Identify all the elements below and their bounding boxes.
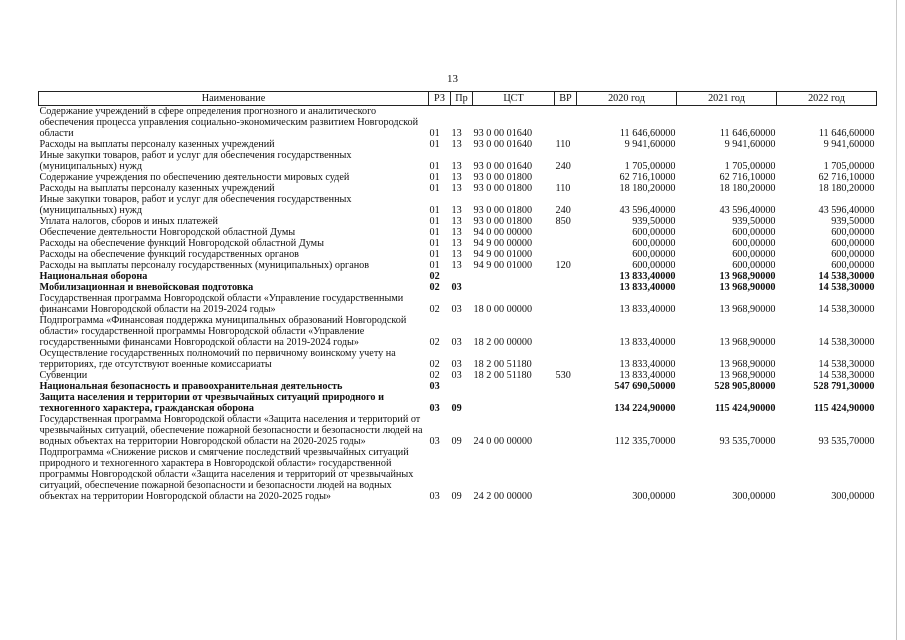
cell-pr: 09 xyxy=(451,403,462,414)
cell-y2020: 134 224,90000 xyxy=(614,403,676,414)
cell-y2020: 600,00000 xyxy=(632,238,676,249)
header-vr: ВР xyxy=(555,92,577,106)
cell-cst: 93 0 00 01640 xyxy=(473,139,533,150)
cell-rz: 01 xyxy=(429,238,440,249)
cell-y2022: 14 538,30000 xyxy=(818,282,875,293)
cell-rz: 02 xyxy=(429,337,440,348)
cell-y2022: 14 538,30000 xyxy=(818,370,875,381)
table-row xyxy=(39,194,877,216)
table-row xyxy=(39,293,877,315)
cell-name: Субвенции xyxy=(39,370,88,381)
cell-y2021: 43 596,40000 xyxy=(719,205,776,216)
cell-pr: 13 xyxy=(451,249,462,260)
cell-cst: 93 0 00 01800 xyxy=(473,183,533,194)
table-row xyxy=(39,315,877,348)
cell-cst: 94 9 00 01000 xyxy=(473,249,533,260)
cell-y2021: 93 535,70000 xyxy=(719,436,776,447)
cell-y2021: 13 968,90000 xyxy=(719,359,776,370)
cell-y2021: 600,00000 xyxy=(732,260,776,271)
cell-y2022: 14 538,30000 xyxy=(818,337,875,348)
cell-pr: 09 xyxy=(451,491,462,502)
cell-y2021: 62 716,10000 xyxy=(719,172,776,183)
cell-y2022: 600,00000 xyxy=(831,227,875,238)
cell-y2021: 300,00000 xyxy=(732,491,776,502)
cell-y2021: 600,00000 xyxy=(732,249,776,260)
cell-pr: 13 xyxy=(451,172,462,183)
cell-name: Иные закупки товаров, работ и услуг для обеспечения государственных (муниципальных) нужд xyxy=(39,194,352,216)
cell-cst: 93 0 00 01640 xyxy=(473,128,533,139)
cell-y2021: 9 941,60000 xyxy=(724,139,776,150)
cell-pr: 13 xyxy=(451,139,462,150)
cell-cst xyxy=(473,381,555,392)
cell-y2020: 13 833,40000 xyxy=(619,282,676,293)
cell-rz: 02 xyxy=(429,271,440,282)
cell-vr: 850 xyxy=(555,216,571,227)
table-row xyxy=(39,282,877,293)
budget-table xyxy=(38,91,877,502)
cell-y2022: 11 646,60000 xyxy=(818,128,875,139)
cell-name: Обеспечение деятельности Новгородской областной Думы xyxy=(39,227,296,238)
cell-y2021: 13 968,90000 xyxy=(719,370,776,381)
header-2021: 2021 год xyxy=(677,92,777,106)
cell-y2020: 62 716,10000 xyxy=(619,172,676,183)
cell-vr xyxy=(555,106,577,140)
cell-pr: 13 xyxy=(451,260,462,271)
cell-rz: 01 xyxy=(429,249,440,260)
cell-pr xyxy=(451,271,473,282)
cell-vr: 530 xyxy=(555,370,571,381)
cell-y2022: 528 791,30000 xyxy=(813,381,875,392)
cell-y2020: 11 646,60000 xyxy=(619,128,676,139)
cell-vr xyxy=(555,249,577,260)
table-row xyxy=(39,370,877,381)
cell-y2020: 939,50000 xyxy=(632,216,676,227)
cell-cst xyxy=(473,271,555,282)
cell-name: Расходы на обеспечение функций государственных органов xyxy=(39,249,299,260)
cell-y2021: 115 424,90000 xyxy=(714,403,776,414)
cell-y2022: 939,50000 xyxy=(831,216,875,227)
cell-name: Осуществление государственных полномочий по первичному воинскому учету на территориях, где отсутствуют военные комиссариаты xyxy=(39,348,396,370)
cell-vr xyxy=(555,392,577,414)
cell-name: Национальная оборона xyxy=(39,271,148,282)
header-rz: РЗ xyxy=(429,92,451,106)
cell-name: Национальная безопасность и правоохранительная деятельность xyxy=(39,381,343,392)
cell-name: Содержание учреждений в сфере определения прогнозного и аналитического обеспечения процесса управления социально-экономическим развитием Новгородской области xyxy=(39,106,419,139)
cell-vr: 240 xyxy=(555,205,571,216)
cell-pr: 13 xyxy=(451,205,462,216)
cell-pr: 03 xyxy=(451,370,462,381)
cell-y2022: 14 538,30000 xyxy=(818,304,875,315)
cell-y2020: 600,00000 xyxy=(632,227,676,238)
cell-cst xyxy=(473,282,555,293)
cell-y2022: 62 716,10000 xyxy=(818,172,875,183)
cell-pr: 13 xyxy=(451,216,462,227)
cell-cst: 93 0 00 01800 xyxy=(473,172,533,183)
cell-cst: 93 0 00 01640 xyxy=(473,161,533,172)
cell-vr: 110 xyxy=(555,183,571,194)
cell-cst: 18 2 00 51180 xyxy=(473,370,532,381)
cell-pr: 13 xyxy=(451,128,462,139)
cell-vr xyxy=(555,282,577,293)
cell-cst: 18 2 00 00000 xyxy=(473,337,533,348)
cell-vr xyxy=(555,172,577,183)
cell-cst: 94 0 00 00000 xyxy=(473,227,533,238)
cell-vr xyxy=(555,348,577,370)
cell-name: Подпрограмма «Финансовая поддержка муниципальных образований Новгородской области» государственной программы Новгородской области «Управление государственными финансами Новгородской области на 2019-2024 годы» xyxy=(39,315,407,348)
cell-y2020: 9 941,60000 xyxy=(624,139,676,150)
cell-vr xyxy=(555,315,577,348)
cell-vr xyxy=(555,238,577,249)
cell-rz: 01 xyxy=(429,216,440,227)
cell-y2021: 13 968,90000 xyxy=(719,271,776,282)
cell-y2022: 1 705,00000 xyxy=(823,161,875,172)
cell-rz: 01 xyxy=(429,260,440,271)
cell-vr xyxy=(555,381,577,392)
cell-pr: 03 xyxy=(451,337,462,348)
cell-name: Расходы на выплаты персоналу казенных учреждений xyxy=(39,183,275,194)
cell-cst: 93 0 00 01800 xyxy=(473,205,533,216)
cell-rz: 01 xyxy=(429,128,440,139)
table-row xyxy=(39,381,877,392)
cell-y2021: 600,00000 xyxy=(732,238,776,249)
cell-y2021: 600,00000 xyxy=(732,227,776,238)
header-name: Наименование xyxy=(39,92,429,106)
header-pr: Пр xyxy=(451,92,473,106)
table-row xyxy=(39,271,877,282)
cell-vr xyxy=(555,227,577,238)
cell-y2022: 600,00000 xyxy=(831,249,875,260)
cell-pr xyxy=(451,381,473,392)
cell-y2020: 300,00000 xyxy=(632,491,676,502)
cell-name: Расходы на выплаты персоналу казенных учреждений xyxy=(39,139,275,150)
table-row xyxy=(39,139,877,150)
cell-y2021: 13 968,90000 xyxy=(719,304,776,315)
cell-rz: 02 xyxy=(429,304,440,315)
cell-cst: 94 9 00 00000 xyxy=(473,238,533,249)
cell-vr xyxy=(555,271,577,282)
table-row xyxy=(39,150,877,172)
cell-y2021: 13 968,90000 xyxy=(719,282,776,293)
cell-rz: 01 xyxy=(429,205,440,216)
cell-y2022: 93 535,70000 xyxy=(818,436,875,447)
table-row xyxy=(39,172,877,183)
cell-y2020: 18 180,20000 xyxy=(619,183,676,194)
cell-y2021: 939,50000 xyxy=(732,216,776,227)
header-cst: ЦСТ xyxy=(473,92,555,106)
header-2020: 2020 год xyxy=(577,92,677,106)
cell-pr: 03 xyxy=(451,359,462,370)
cell-vr: 120 xyxy=(555,260,571,271)
table-row xyxy=(39,183,877,194)
table-row xyxy=(39,260,877,271)
cell-name: Защита населения и территории от чрезвычайных ситуаций природного и техногенного характера, гражданская оборона xyxy=(39,392,384,414)
cell-rz: 02 xyxy=(429,370,440,381)
cell-y2020: 13 833,40000 xyxy=(619,337,676,348)
cell-name: Государственная программа Новгородской области «Защита населения и территорий от чрезвычайных ситуаций, обеспечение пожарной безопасности и безопасности людей на водных объектах на территории Новгородской области на 2020-2025 годы» xyxy=(39,414,423,447)
cell-pr: 13 xyxy=(451,183,462,194)
cell-rz: 01 xyxy=(429,172,440,183)
cell-rz: 01 xyxy=(429,139,440,150)
table-row xyxy=(39,227,877,238)
cell-y2020: 13 833,40000 xyxy=(619,359,676,370)
cell-name: Расходы на обеспечение функций Новгородской областной Думы xyxy=(39,238,324,249)
cell-pr: 13 xyxy=(451,238,462,249)
cell-vr xyxy=(555,293,577,315)
cell-pr: 03 xyxy=(451,282,462,293)
cell-rz: 01 xyxy=(429,227,440,238)
cell-y2020: 13 833,40000 xyxy=(619,370,676,381)
cell-name: Подпрограмма «Снижение рисков и смягчение последствий чрезвычайных ситуаций природного и техногенного характера в Новгородской области» государственной программы Новгородской области «Защита населения и территорий от чрезвычайных ситуаций, обеспечение пожарной безопасности и безопасности людей на водных объектах на территории Новгородской области на 2020-2025 годы» xyxy=(39,447,414,502)
cell-rz: 03 xyxy=(429,436,440,447)
cell-y2022: 9 941,60000 xyxy=(823,139,875,150)
cell-y2021: 18 180,20000 xyxy=(719,183,776,194)
cell-vr: 240 xyxy=(555,161,571,172)
cell-y2020: 43 596,40000 xyxy=(619,205,676,216)
cell-y2022: 600,00000 xyxy=(831,260,875,271)
cell-name: Содержание учреждения по обеспечению деятельности мировых судей xyxy=(39,172,350,183)
table-row xyxy=(39,249,877,260)
cell-vr xyxy=(555,414,577,447)
cell-cst: 18 2 00 51180 xyxy=(473,359,532,370)
cell-y2021: 11 646,60000 xyxy=(719,128,776,139)
cell-y2022: 14 538,30000 xyxy=(818,271,875,282)
cell-vr: 110 xyxy=(555,139,571,150)
table-row xyxy=(39,447,877,502)
cell-pr: 13 xyxy=(451,161,462,172)
cell-cst: 24 2 00 00000 xyxy=(473,491,533,502)
cell-y2020: 600,00000 xyxy=(632,260,676,271)
cell-name: Уплата налогов, сборов и иных платежей xyxy=(39,216,218,227)
cell-cst: 24 0 00 00000 xyxy=(473,436,533,447)
scan-edge-line xyxy=(896,0,897,640)
cell-cst: 93 0 00 01800 xyxy=(473,216,533,227)
cell-pr: 09 xyxy=(451,436,462,447)
cell-y2022: 300,00000 xyxy=(831,491,875,502)
cell-y2021: 13 968,90000 xyxy=(719,337,776,348)
cell-y2020: 13 833,40000 xyxy=(619,271,676,282)
cell-cst xyxy=(473,392,555,414)
cell-y2021: 528 905,80000 xyxy=(714,381,776,392)
cell-rz: 01 xyxy=(429,161,440,172)
cell-y2022: 18 180,20000 xyxy=(818,183,875,194)
cell-name: Государственная программа Новгородской области «Управление государственными финансами Новгородской области на 2019-2024 годы» xyxy=(39,293,404,315)
cell-y2020: 547 690,50000 xyxy=(614,381,676,392)
cell-name: Иные закупки товаров, работ и услуг для обеспечения государственных (муниципальных) нужд xyxy=(39,150,352,172)
table-row xyxy=(39,348,877,370)
cell-rz: 02 xyxy=(429,359,440,370)
cell-y2021: 1 705,00000 xyxy=(724,161,776,172)
cell-y2020: 600,00000 xyxy=(632,249,676,260)
cell-rz: 03 xyxy=(429,381,440,392)
cell-rz: 03 xyxy=(429,491,440,502)
cell-y2022: 115 424,90000 xyxy=(813,403,875,414)
cell-y2020: 13 833,40000 xyxy=(619,304,676,315)
table-row xyxy=(39,392,877,414)
cell-vr xyxy=(555,447,577,502)
cell-rz: 02 xyxy=(429,282,440,293)
cell-rz: 01 xyxy=(429,183,440,194)
page-number: 13 xyxy=(447,73,458,85)
table-header-row xyxy=(39,92,877,106)
cell-cst: 94 9 00 01000 xyxy=(473,260,533,271)
table-body xyxy=(39,106,877,503)
header-2022: 2022 год xyxy=(777,92,877,106)
cell-y2020: 112 335,70000 xyxy=(614,436,676,447)
cell-y2020: 1 705,00000 xyxy=(624,161,676,172)
cell-cst: 18 0 00 00000 xyxy=(473,304,533,315)
cell-pr: 03 xyxy=(451,304,462,315)
cell-name: Расходы на выплаты персоналу государственных (муниципальных) органов xyxy=(39,260,370,271)
table-row xyxy=(39,216,877,227)
table-row xyxy=(39,238,877,249)
cell-y2022: 600,00000 xyxy=(831,238,875,249)
cell-name: Мобилизационная и вневойсковая подготовка xyxy=(39,282,254,293)
cell-y2022: 43 596,40000 xyxy=(818,205,875,216)
cell-pr: 13 xyxy=(451,227,462,238)
cell-y2022: 14 538,30000 xyxy=(818,359,875,370)
table-row xyxy=(39,106,877,140)
table-row xyxy=(39,414,877,447)
cell-rz: 03 xyxy=(429,403,440,414)
